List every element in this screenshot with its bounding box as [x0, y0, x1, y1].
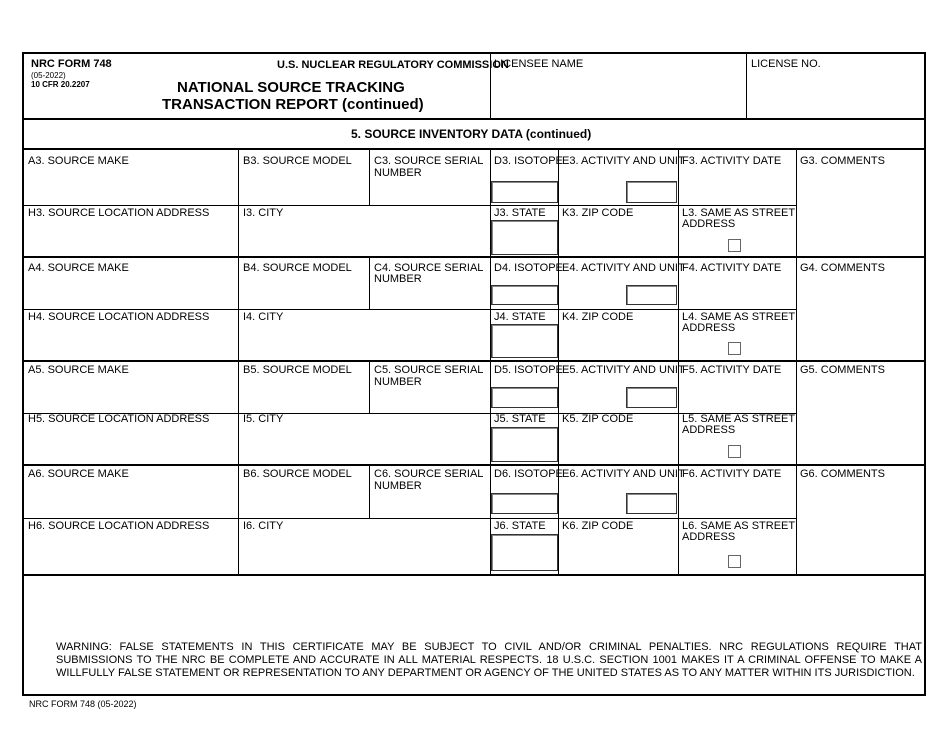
serial-number-label: C6. SOURCE SERIAL	[374, 468, 484, 480]
licensee-name-field[interactable]	[491, 72, 745, 117]
form-title-line2: TRANSACTION REPORT (continued)	[162, 96, 424, 113]
license-no-label: LICENSE NO.	[751, 58, 821, 70]
section-title: 5. SOURCE INVENTORY DATA (continued)	[351, 127, 592, 141]
zip-code-label: K5. ZIP CODE	[562, 413, 634, 425]
activity-date-label: F3. ACTIVITY DATE	[682, 155, 782, 167]
city-label: I6. CITY	[243, 520, 284, 532]
city-label: I4. CITY	[243, 311, 284, 323]
activity-unit-field[interactable]	[626, 493, 677, 514]
source-make-label: A5. SOURCE MAKE	[28, 364, 129, 376]
same-address-label-line2: ADDRESS	[682, 531, 736, 543]
city-label: I5. CITY	[243, 413, 284, 425]
same-address-label: L6. SAME AS STREET	[682, 520, 796, 532]
source-model-label: B5. SOURCE MODEL	[243, 364, 352, 376]
isotope-field[interactable]	[491, 285, 558, 305]
serial-number-label-line2: NUMBER	[374, 480, 422, 492]
licensee-name-label: LICENSEE NAME	[494, 58, 584, 70]
comments-label: G6. COMMENTS	[800, 468, 885, 480]
comments-label: G3. COMMENTS	[800, 155, 885, 167]
same-address-checkbox[interactable]	[728, 239, 741, 252]
isotope-field[interactable]	[491, 493, 558, 514]
same-address-label: L5. SAME AS STREET	[682, 413, 796, 425]
city-label: I3. CITY	[243, 207, 284, 219]
serial-number-label: C3. SOURCE SERIAL	[374, 155, 484, 167]
source-model-label: B3. SOURCE MODEL	[243, 155, 352, 167]
form-title-line1: NATIONAL SOURCE TRACKING	[177, 79, 405, 96]
state-field[interactable]	[491, 220, 558, 255]
same-address-checkbox[interactable]	[728, 555, 741, 568]
warning-statement: WARNING: FALSE STATEMENTS IN THIS CERTIFICATE MAY BE SUBJECT TO CIVIL AND/OR CRIMINAL PENALTIES. NRC REGULATIONS REQUIRE THAT SUBMISSIONS TO THE NRC BE COMPLETE AND ACCURATE IN ALL MATERIAL RESPECTS. 18 U.S.C. SECTION 1001 MAKES IT A CRIMINAL OFFENSE TO MAKE A WILLFULLY FALSE STATEMENT OR REPRESENTATION TO ANY DEPARTMENT OR AGENCY OF THE UNITED STATES AS TO ANY MATTER WITHIN ITS JURISDICTION.	[56, 641, 922, 679]
serial-number-label: C4. SOURCE SERIAL	[374, 262, 484, 274]
serial-number-label-line2: NUMBER	[374, 273, 422, 285]
isotope-label: D6. ISOTOPE	[494, 468, 563, 480]
same-address-checkbox[interactable]	[728, 342, 741, 355]
isotope-label: D3. ISOTOPE	[494, 155, 563, 167]
state-label: J5. STATE	[494, 413, 546, 425]
form-id: NRC FORM 748	[31, 58, 112, 70]
state-field[interactable]	[491, 324, 558, 358]
zip-code-label: K6. ZIP CODE	[562, 520, 634, 532]
activity-unit-label: E3. ACTIVITY AND UNIT	[562, 155, 685, 167]
comments-label: G5. COMMENTS	[800, 364, 885, 376]
activity-unit-label: E4. ACTIVITY AND UNIT	[562, 262, 685, 274]
same-address-label-line2: ADDRESS	[682, 322, 736, 334]
state-field[interactable]	[491, 427, 558, 462]
same-address-checkbox[interactable]	[728, 445, 741, 458]
source-make-label: A6. SOURCE MAKE	[28, 468, 129, 480]
serial-number-label-line2: NUMBER	[374, 376, 422, 388]
isotope-field[interactable]	[491, 387, 558, 408]
activity-date-label: F6. ACTIVITY DATE	[682, 468, 782, 480]
state-label: J3. STATE	[494, 207, 546, 219]
form-revision: (05-2022)	[31, 71, 66, 80]
source-make-label: A3. SOURCE MAKE	[28, 155, 129, 167]
source-model-label: B6. SOURCE MODEL	[243, 468, 352, 480]
source-make-label: A4. SOURCE MAKE	[28, 262, 129, 274]
same-address-label-line2: ADDRESS	[682, 424, 736, 436]
location-address-label: H6. SOURCE LOCATION ADDRESS	[28, 520, 210, 532]
activity-unit-label: E5. ACTIVITY AND UNIT	[562, 364, 685, 376]
same-address-label: L4. SAME AS STREET	[682, 311, 796, 323]
serial-number-label: C5. SOURCE SERIAL	[374, 364, 484, 376]
activity-unit-label: E6. ACTIVITY AND UNIT	[562, 468, 685, 480]
location-address-label: H3. SOURCE LOCATION ADDRESS	[28, 207, 210, 219]
location-address-label: H5. SOURCE LOCATION ADDRESS	[28, 413, 210, 425]
isotope-field[interactable]	[491, 181, 558, 203]
cfr-reference: 10 CFR 20.2207	[31, 80, 90, 89]
activity-unit-field[interactable]	[626, 181, 677, 203]
activity-unit-field[interactable]	[626, 387, 677, 408]
same-address-label-line2: ADDRESS	[682, 218, 736, 230]
zip-code-label: K3. ZIP CODE	[562, 207, 634, 219]
agency-name: U.S. NUCLEAR REGULATORY COMMISSION	[277, 59, 509, 71]
isotope-label: D5. ISOTOPE	[494, 364, 563, 376]
source-model-label: B4. SOURCE MODEL	[243, 262, 352, 274]
isotope-label: D4. ISOTOPE	[494, 262, 563, 274]
activity-unit-field[interactable]	[626, 285, 677, 305]
footer-form-id: NRC FORM 748 (05-2022)	[29, 699, 137, 709]
activity-date-label: F5. ACTIVITY DATE	[682, 364, 782, 376]
serial-number-label-line2: NUMBER	[374, 167, 422, 179]
same-address-label: L3. SAME AS STREET	[682, 207, 796, 219]
state-field[interactable]	[491, 534, 558, 571]
location-address-label: H4. SOURCE LOCATION ADDRESS	[28, 311, 210, 323]
activity-date-label: F4. ACTIVITY DATE	[682, 262, 782, 274]
state-label: J6. STATE	[494, 520, 546, 532]
state-label: J4. STATE	[494, 311, 546, 323]
comments-label: G4. COMMENTS	[800, 262, 885, 274]
zip-code-label: K4. ZIP CODE	[562, 311, 634, 323]
license-no-field[interactable]	[747, 72, 924, 117]
